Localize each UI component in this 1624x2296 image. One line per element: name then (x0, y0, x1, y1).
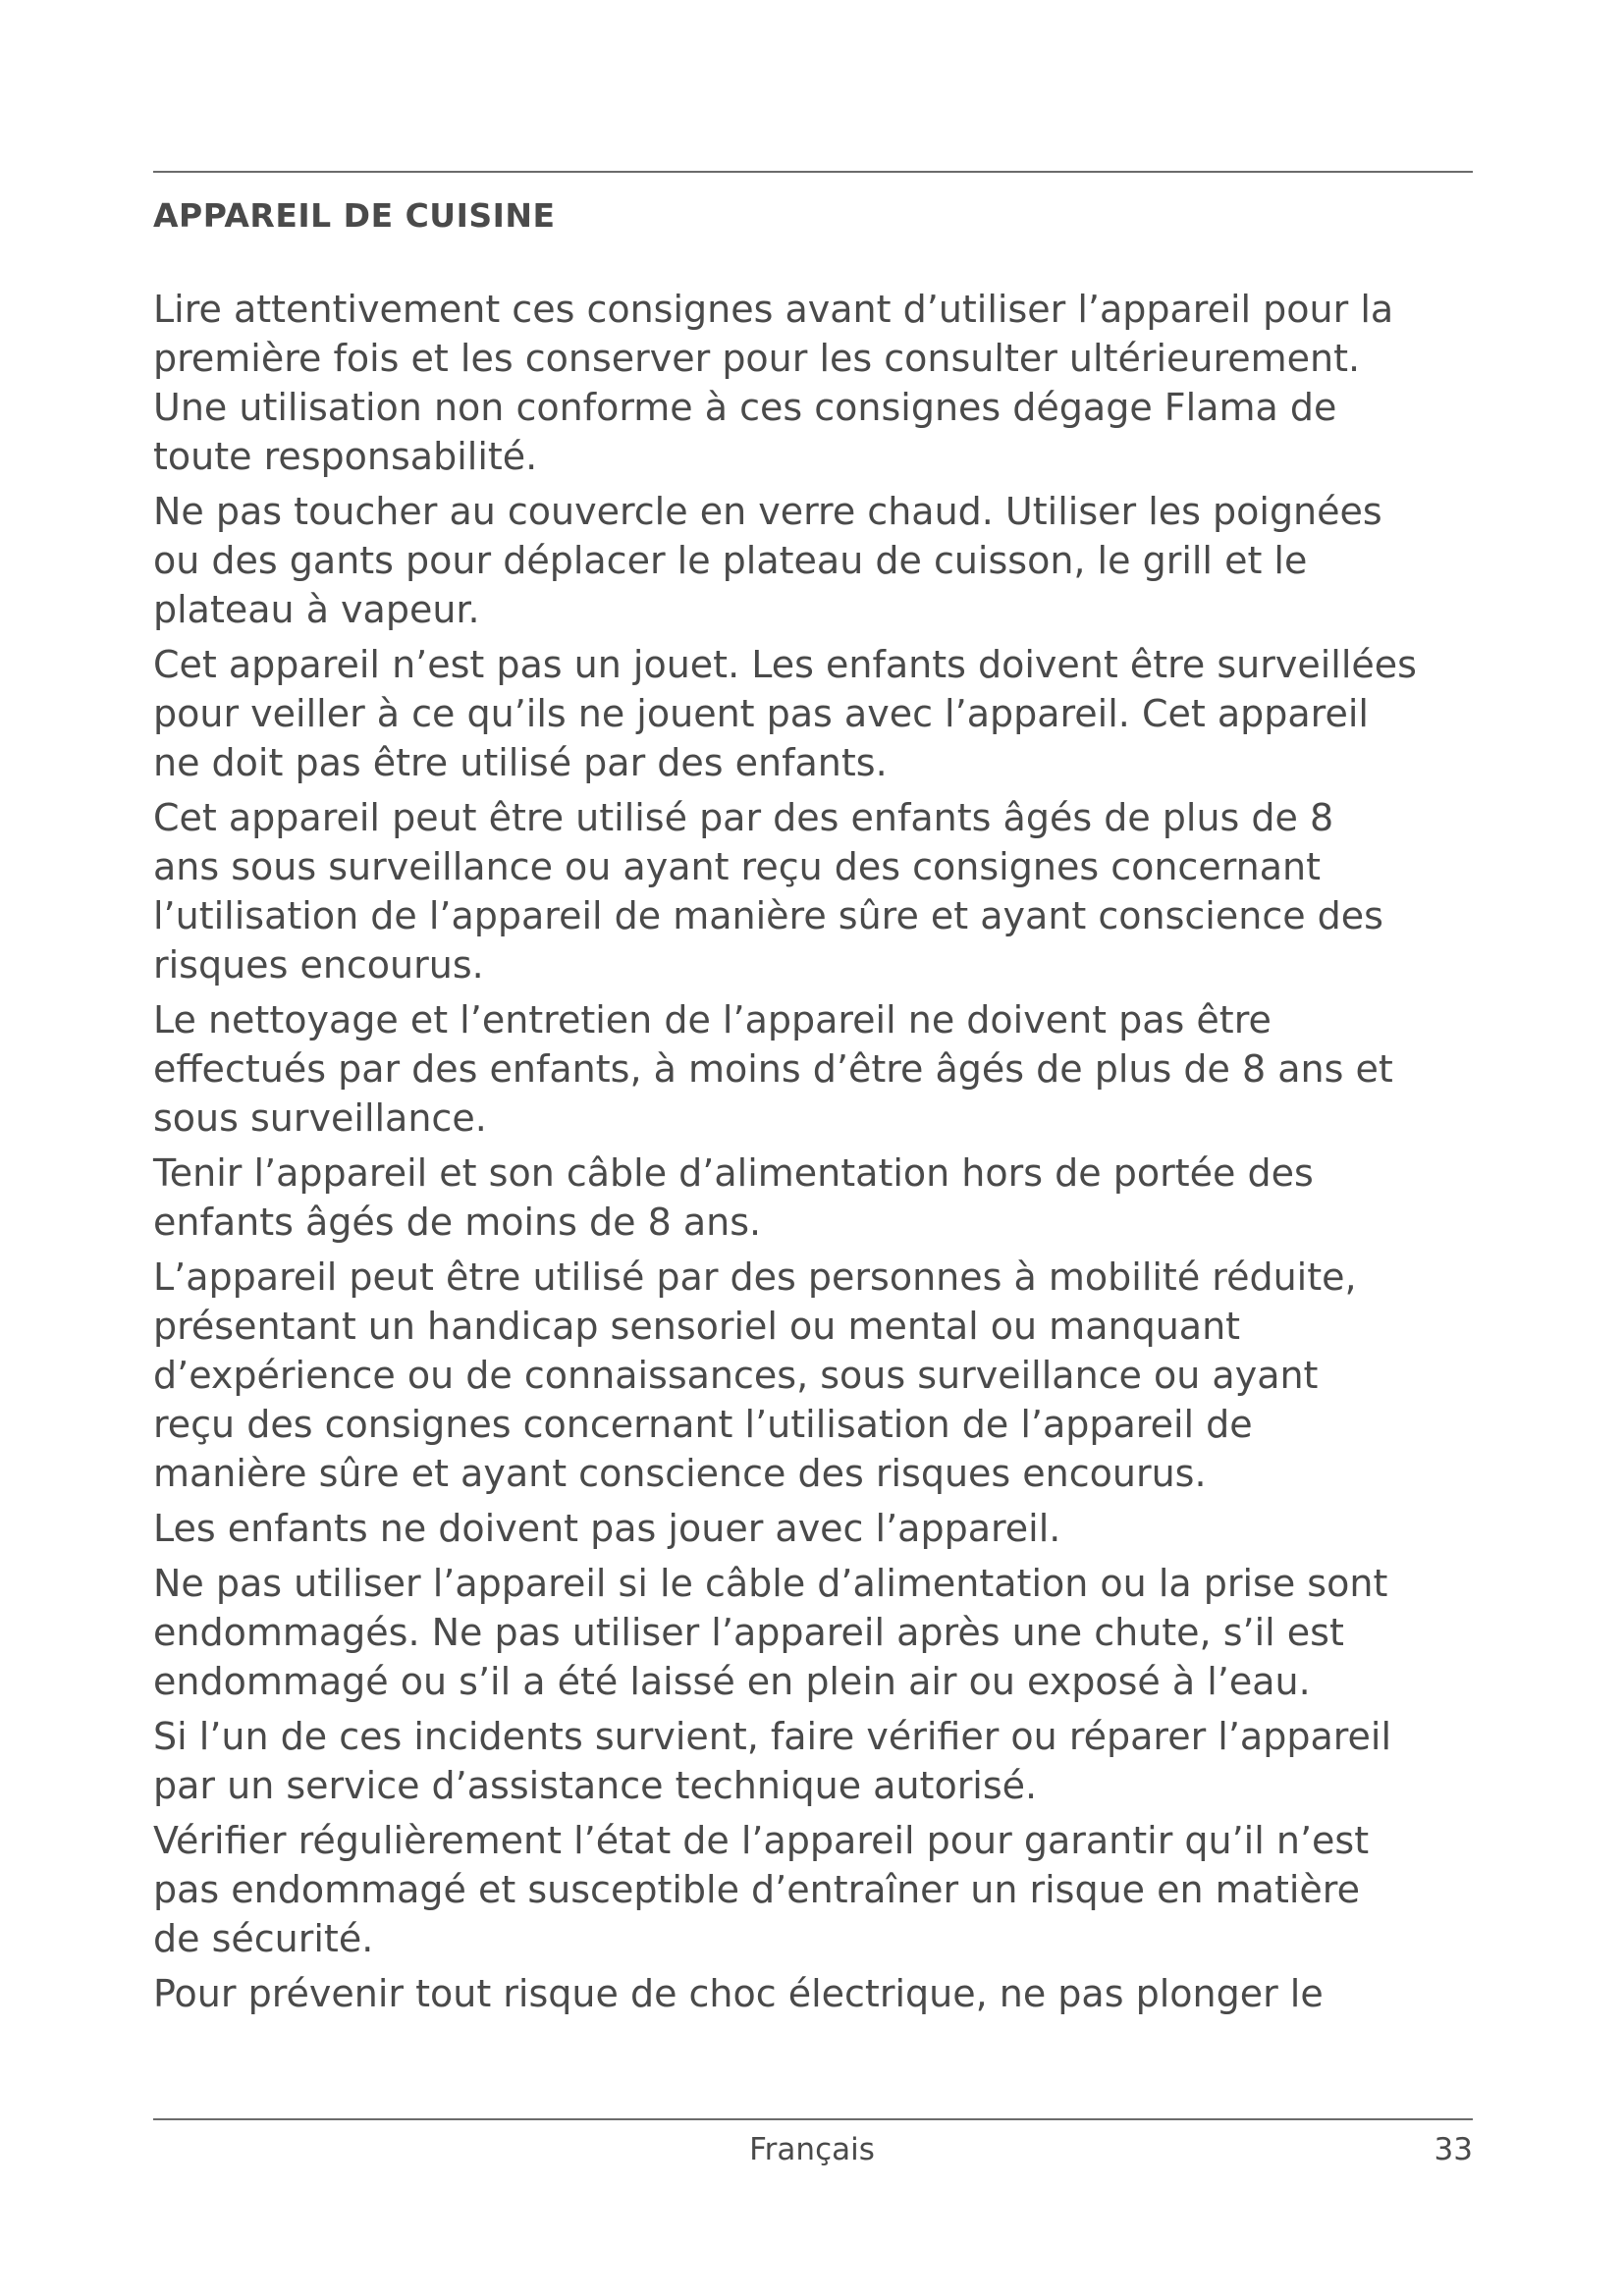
paragraph-line: présentant un handicap sensoriel ou mental ou manquant (153, 1305, 1241, 1348)
paragraph-line: d’expérience ou de connaissances, sous surveillance ou ayant (153, 1354, 1319, 1397)
paragraph-line: l’utilisation de l’appareil de manière sûre et ayant conscience des (153, 894, 1383, 937)
footer-divider (153, 2118, 1473, 2120)
paragraph (153, 1253, 1557, 1498)
paragraph-line: toute responsabilité. (153, 435, 538, 478)
paragraph-line: Les enfants ne doivent pas jouer avec l’appareil. (153, 1507, 1061, 1550)
paragraph (153, 1969, 1557, 2018)
paragraph (153, 1504, 1557, 1553)
paragraph-line: Cet appareil peut être utilisé par des enfants âgés de plus de 8 (153, 796, 1334, 839)
paragraph-line: endommagés. Ne pas utiliser l’appareil après une chute, s’il est (153, 1611, 1344, 1654)
header-divider (153, 171, 1473, 173)
paragraph-line: manière sûre et ayant conscience des risques encourus. (153, 1452, 1207, 1495)
paragraph-line: Le nettoyage et l’entretien de l’appareil ne doivent pas être (153, 998, 1272, 1041)
paragraph-line: pas endommagé et susceptible d’entraîner un risque en matière (153, 1868, 1360, 1911)
paragraph-line: de sécurité. (153, 1917, 374, 1960)
paragraph-line: effectués par des enfants, à moins d’être âgés de plus de 8 ans et (153, 1047, 1393, 1091)
paragraph (153, 995, 1557, 1143)
paragraph-line: plateau à vapeur. (153, 588, 480, 631)
paragraph (153, 793, 1557, 989)
paragraph (153, 285, 1557, 481)
page-number: 33 (1434, 2132, 1473, 2167)
paragraph (153, 1712, 1557, 1810)
paragraph-line: Ne pas utiliser l’appareil si le câble d’alimentation ou la prise sont (153, 1562, 1388, 1605)
body-text (153, 285, 1557, 2024)
paragraph-line: sous surveillance. (153, 1096, 487, 1140)
paragraph-line: Vérifier régulièrement l’état de l’appareil pour garantir qu’il n’est (153, 1819, 1370, 1862)
paragraph (153, 640, 1557, 787)
paragraph-line: ans sous surveillance ou ayant reçu des consignes concernant (153, 845, 1322, 888)
paragraph-line: Ne pas toucher au couvercle en verre chaud. Utiliser les poignées (153, 490, 1382, 533)
paragraph-line: enfants âgés de moins de 8 ans. (153, 1201, 762, 1244)
paragraph-line: risques encourus. (153, 943, 484, 987)
paragraph-line: Tenir l’appareil et son câble d’alimentation hors de portée des (153, 1151, 1314, 1195)
paragraph-line: ne doit pas être utilisé par des enfants. (153, 741, 888, 784)
paragraph (153, 1559, 1557, 1706)
paragraph-line: ou des gants pour déplacer le plateau de cuisson, le grill et le (153, 539, 1308, 582)
paragraph (153, 1816, 1557, 1963)
paragraph-line: Cet appareil n’est pas un jouet. Les enfants doivent être surveillées (153, 643, 1417, 686)
paragraph-line: pour veiller à ce qu’ils ne jouent pas avec l’appareil. Cet appareil (153, 692, 1369, 735)
paragraph-line: Une utilisation non conforme à ces consignes dégage Flama de (153, 386, 1337, 429)
paragraph (153, 487, 1557, 634)
paragraph-line: L’appareil peut être utilisé par des personnes à mobilité réduite, (153, 1255, 1357, 1299)
paragraph-line: endommagé ou s’il a été laissé en plein air ou exposé à l’eau. (153, 1660, 1311, 1703)
paragraph-line: Pour prévenir tout risque de choc électrique, ne pas plonger le (153, 1972, 1324, 2015)
footer-language: Français (749, 2132, 875, 2167)
paragraph (153, 1148, 1557, 1247)
paragraph-line: par un service d’assistance technique autorisé. (153, 1764, 1038, 1807)
section-title: APPAREIL DE CUISINE (153, 196, 556, 235)
paragraph-line: Lire attentivement ces consignes avant d’utiliser l’appareil pour la (153, 288, 1394, 331)
paragraph-line: première fois et les conserver pour les consulter ultérieurement. (153, 337, 1361, 380)
paragraph-line: Si l’un de ces incidents survient, faire vérifier ou réparer l’appareil (153, 1715, 1392, 1758)
paragraph-line: reçu des consignes concernant l’utilisation de l’appareil de (153, 1403, 1253, 1446)
